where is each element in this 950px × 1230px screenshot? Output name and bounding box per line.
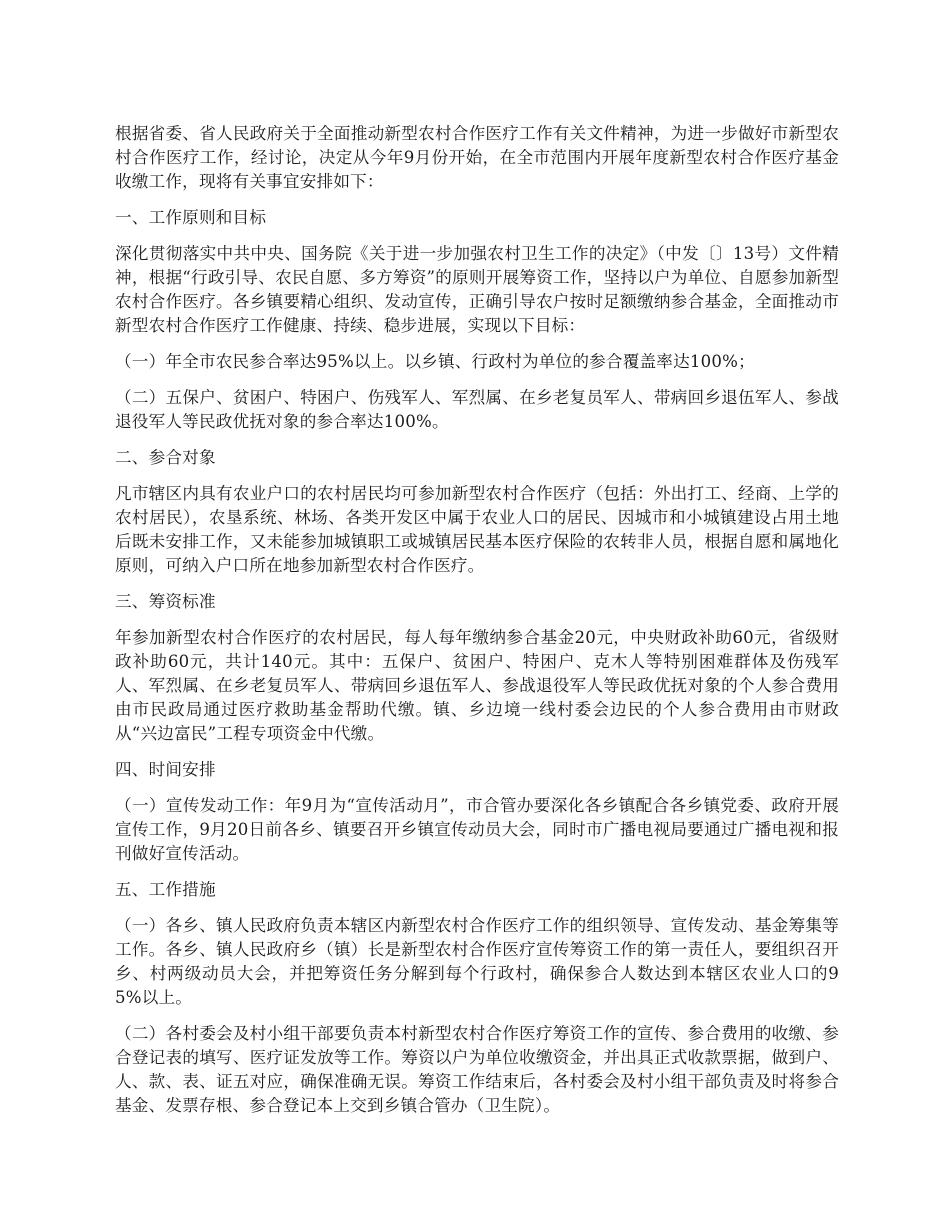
- section-5-heading: 五、工作措施: [115, 880, 216, 899]
- intro-paragraph: 根据省委、省人民政府关于全面推动新型农村合作医疗工作有关文件精神，为进一步做好市新型农村合作医疗工作，经讨论，决定从今年9月份开始，在全市范围内开展年度新型农村合作医疗基金收缴工作，现将有关事宜安排如下：: [115, 124, 839, 191]
- section-1-paragraph: 深化贯彻落实中共中央、国务院《关于进一步加强农村卫生工作的决定》（中发〔〕13号）文件精神，根据“行政引导、农民自愿、多方筹资”的原则开展筹资工作，坚持以户为单位、自愿参加新型农村合作医疗。各乡镇要精心组织、发动宣传，正确引导农户按时足额缴纳参合基金，全面推动市新型农村合作医疗工作健康、持续、稳步进展，实现以下目标：: [115, 244, 839, 335]
- section-1-heading: 一、工作原则和目标: [115, 208, 267, 227]
- goal-2-paragraph: （二）五保户、贫困户、特困户、伤残军人、军烈属、在乡老复员军人、带病回乡退伍军人、参战退役军人等民政优抚对象的参合率达100%。: [115, 388, 839, 431]
- section-2-paragraph: 凡市辖区内具有农业户口的农村居民均可参加新型农村合作医疗（包括：外出打工、经商、上学的农村居民），农垦系统、林场、各类开发区中属于农业人口的居民、因城市和小城镇建设占用土地后既未安排工作，又未能参加城镇职工或城镇居民基本医疗保险的农转非人员，根据自愿和属地化原则，可纳入户口所在地参加新型农村合作医疗。: [115, 484, 839, 575]
- section-3-heading: 三、筹资标准: [115, 592, 216, 611]
- section-3-paragraph: 年参加新型农村合作医疗的农村居民，每人每年缴纳参合基金20元，中央财政补助60元，省级财政补助60元，共计140元。其中：五保户、贫困户、特困户、克木人等特别困难群体及伤残军人、军烈属、在乡老复员军人、带病回乡退伍军人、参战退役军人等民政优抚对象的个人参合费用由市民政局通过医疗救助基金帮助代缴。镇、乡边境一线村委会边民的个人参合费用由市财政从“兴边富民”工程专项资金中代缴。: [115, 628, 839, 743]
- section-4-heading: 四、时间安排: [115, 760, 216, 779]
- goal-1-paragraph: （一）年全市农民参合率达95%以上。以乡镇、行政村为单位的参合覆盖率达100%；: [115, 352, 755, 371]
- measure-1-paragraph: （一）各乡、镇人民政府负责本辖区内新型农村合作医疗工作的组织领导、宣传发动、基金筹集等工作。各乡、镇人民政府乡（镇）长是新型农村合作医疗宣传筹资工作的第一责任人，要组织召开乡、村两级动员大会，并把筹资任务分解到每个行政村，确保参合人数达到本辖区农业人口的95%以上。: [115, 916, 839, 1007]
- measure-2-paragraph: （二）各村委会及村小组干部要负责本村新型农村合作医疗筹资工作的宣传、参合费用的收缴、参合登记表的填写、医疗证发放等工作。筹资以户为单位收缴资金，并出具正式收款票据，做到户、人、款、表、证五对应，确保准确无误。筹资工作结束后，各村委会及村小组干部负责及时将参合基金、发票存根、参合登记本上交到乡镇合管办（卫生院）。: [115, 1024, 839, 1115]
- document-page: [115, 122, 839, 1130]
- section-4-paragraph: （一）宣传发动工作：年9月为“宣传活动月”，市合管办要深化各乡镇配合各乡镇党委、政府开展宣传工作，9月20日前各乡、镇要召开乡镇宣传动员大会，同时市广播电视局要通过广播电视和报刊做好宣传活动。: [115, 796, 839, 863]
- section-2-heading: 二、参合对象: [115, 448, 216, 467]
